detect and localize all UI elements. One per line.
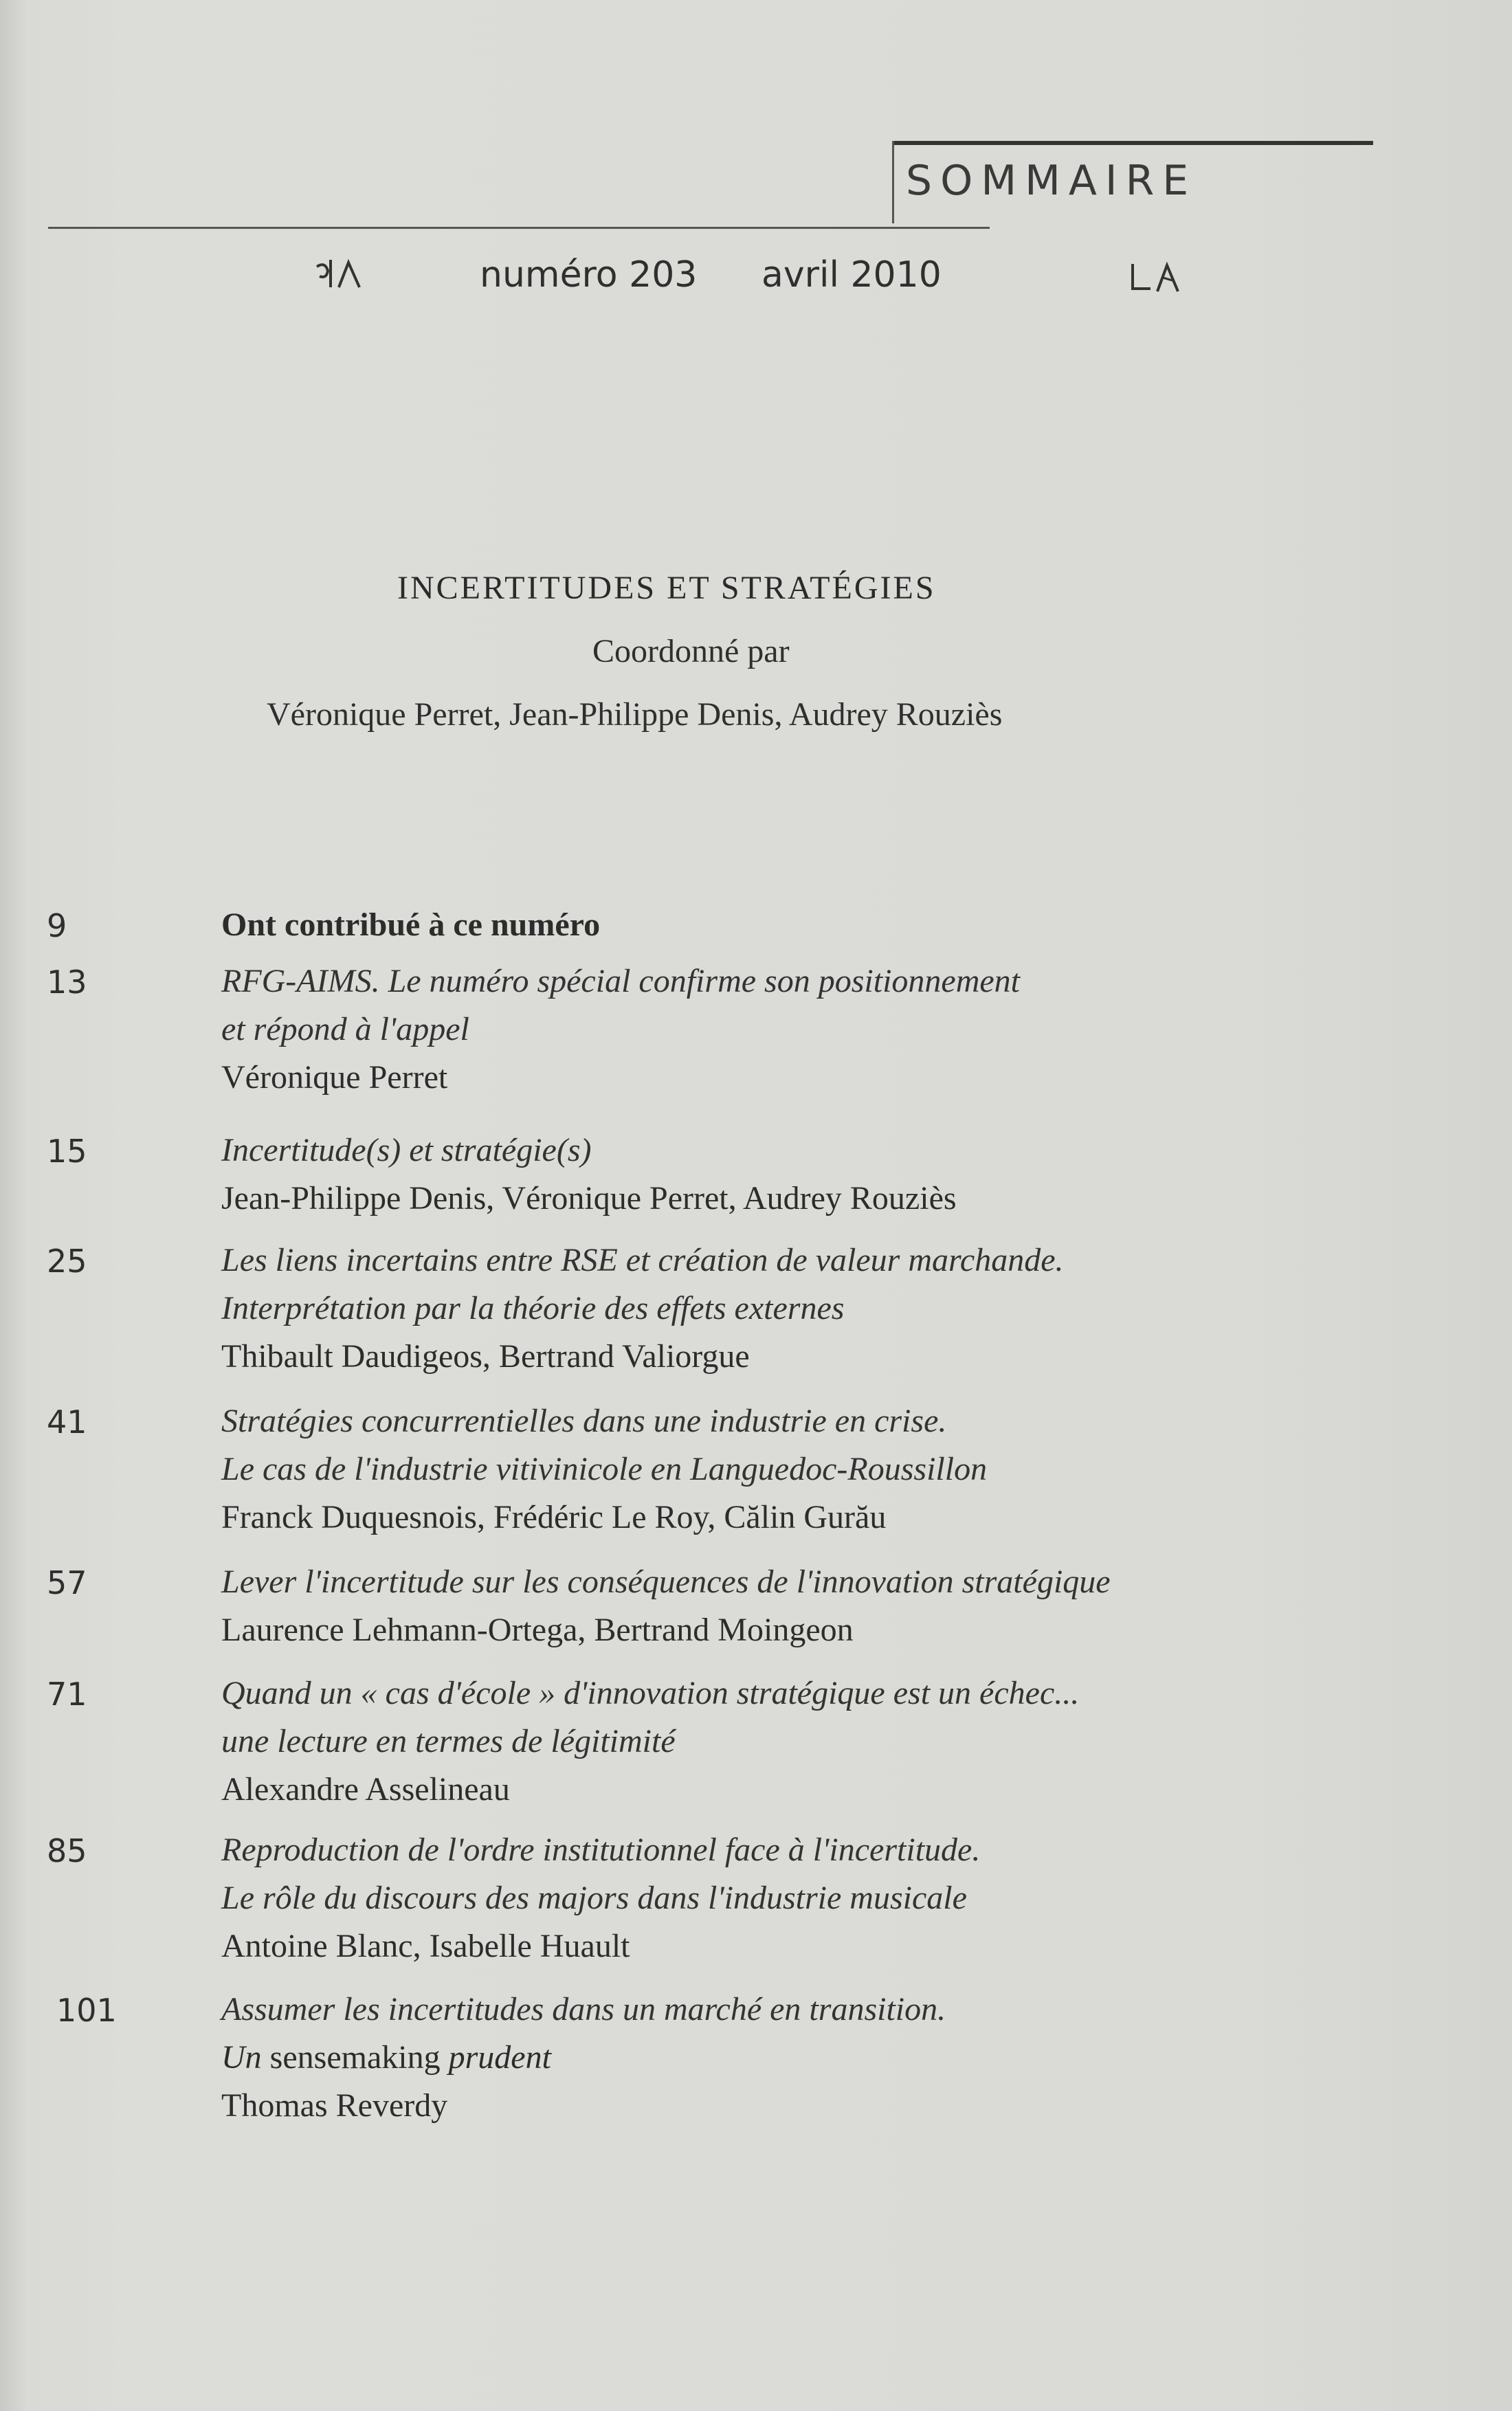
toc-entry-title: Reproduction de l'ordre institutionnel face à l'incertitude. [221,1832,981,1868]
toc-page-number: 57 [47,1564,87,1601]
toc-entry-author: Véronique Perret [221,1059,448,1096]
toc-entry-author: Laurence Lehmann-Ortega, Bertrand Moingeon [221,1612,854,1648]
toc-page-number: 101 [56,1992,117,2029]
toc-page-number: 15 [47,1133,87,1170]
toc-entry-title: une lecture en termes de légitimité [221,1723,676,1759]
toc-entry-author: Antoine Blanc, Isabelle Huault [221,1928,630,1964]
issue-number: numéro 203 [480,254,698,296]
toc-entry-title: Les liens incertains entre RSE et création de valeur marchande. [221,1242,1064,1278]
toc-page-number: 85 [47,1832,87,1869]
toc-entry-title: Quand un « cas d'école » d'innovation stratégique est un échec... [221,1675,1080,1711]
toc-entry-heading: Ont contribué à ce numéro [221,907,601,943]
theme-editors: Véronique Perret, Jean-Philippe Denis, Audrey Rouziès [267,696,1003,733]
toc-entry-title: Interprétation par la théorie des effets externes [221,1290,845,1326]
toc-entry-author: Thibault Daudigeos, Bertrand Valiorgue [221,1338,750,1375]
toc-page-number: 9 [47,907,67,944]
section-title: SOMMAIRE [906,157,1197,205]
toc-entry-author: Franck Duquesnois, Frédéric Le Roy, Călin Gurău [221,1499,887,1535]
toc-entry-title: Stratégies concurrentielles dans une industrie en crise. [221,1403,947,1439]
toc-entry-title: et répond à l'appel [221,1011,469,1047]
coordinated-by-label: Coordonné par [592,633,790,669]
toc-page-number: 25 [47,1243,87,1280]
theme-title: INCERTITUDES ET STRATÉGIES [397,570,936,606]
toc-page-number: 13 [47,964,87,1001]
toc-entry-title: RFG-AIMS. Le numéro spécial confirme son positionnement [221,963,1021,999]
toc-entry-title: Incertitude(s) et stratégie(s) [221,1132,592,1168]
issue-date: avril 2010 [761,254,942,296]
toc-entry-title: Le cas de l'industrie vitivinicole en Languedoc-Roussillon [221,1451,988,1487]
toc-entry-title: Un sensemaking prudent [221,2039,551,2076]
toc-entry-title: Assumer les incertitudes dans un marché en transition. [221,1991,946,2027]
toc-entry-author: Jean-Philippe Denis, Véronique Perret, Audrey Rouziès [221,1180,957,1216]
toc-page-number: 41 [47,1403,87,1441]
toc-entry-title: Lever l'incertitude sur les conséquences de l'innovation stratégique [221,1564,1111,1600]
toc-entry-author: Alexandre Asselineau [221,1771,510,1808]
toc-entry-author: Thomas Reverdy [221,2087,448,2124]
toc-entry-title: Le rôle du discours des majors dans l'industrie musicale [221,1880,967,1916]
toc-page-number: 71 [47,1676,87,1713]
